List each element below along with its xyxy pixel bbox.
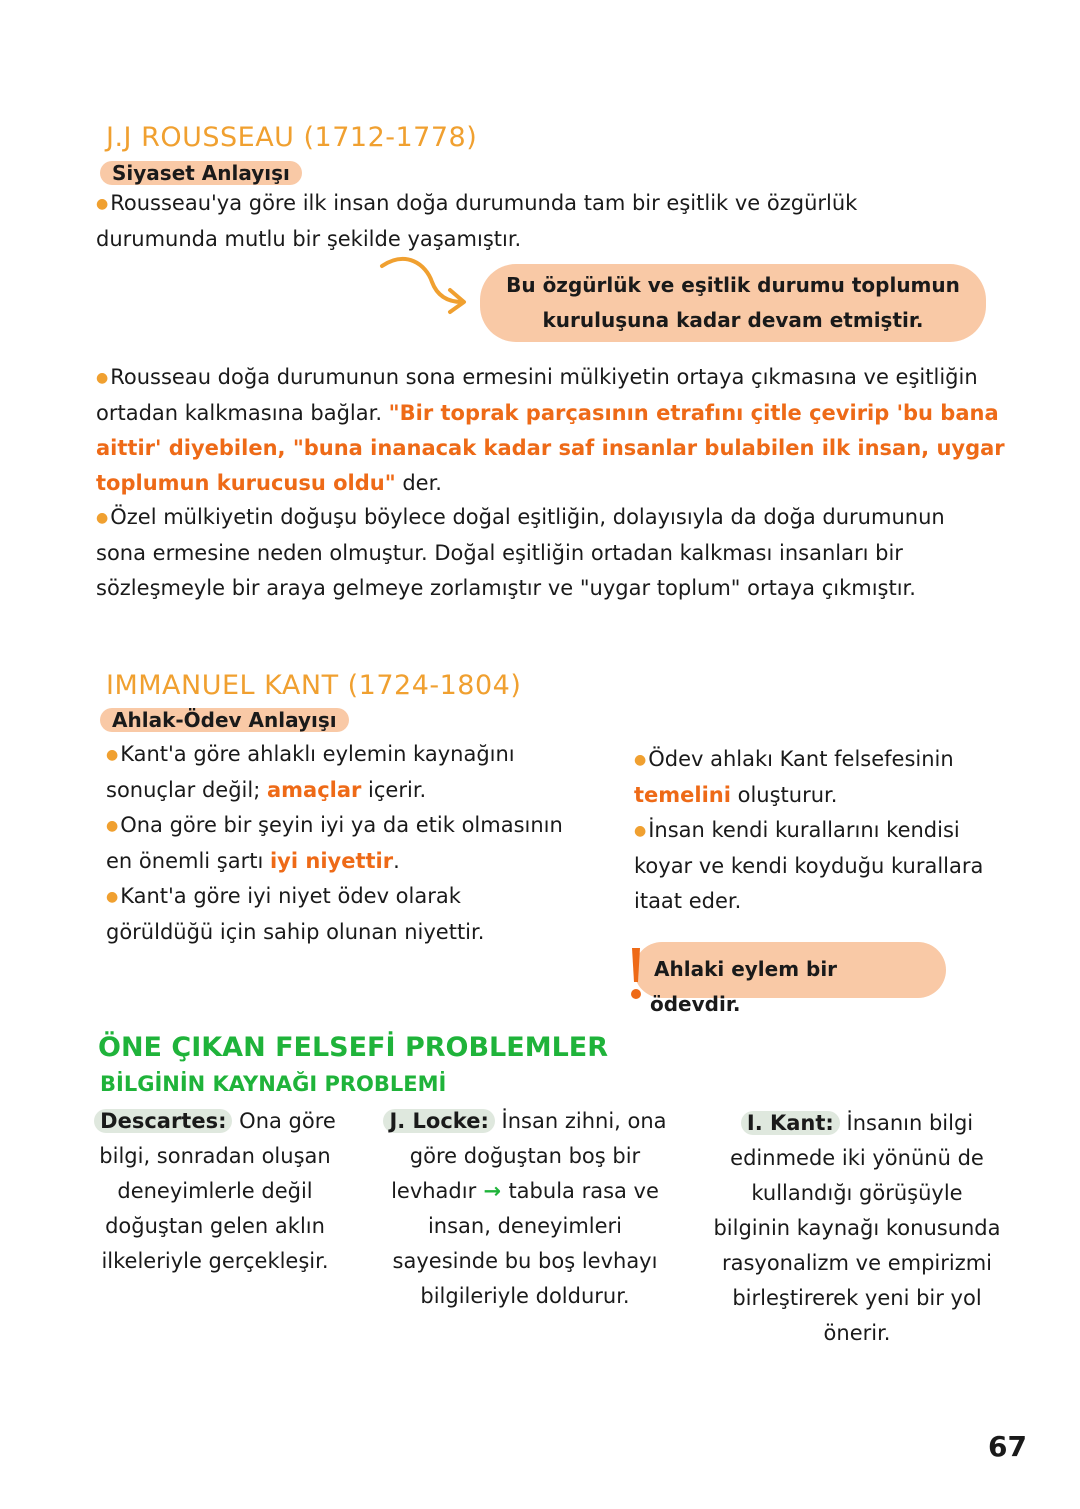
- kant-subtitle-wrap: [100, 708, 349, 732]
- kant-left-column: [106, 737, 566, 950]
- kant-point-5: ●İnsan kendi kurallarını kendisi koyar ve kendi koyduğu kurallara itaat eder.: [634, 818, 984, 913]
- kant-point-2: ●Ona göre bir şeyin iyi ya da etik olmasının en önemli şartı iyi niyettir.: [106, 813, 563, 873]
- kant-point-3: ●Kant'a göre iyi niyet ödev olarak görüldüğü için sahip olunan niyettir.: [106, 884, 485, 944]
- rousseau-subtitle: Siyaset Anlayışı: [100, 161, 302, 185]
- descartes-name: Descartes:: [94, 1109, 232, 1133]
- bullet-icon: ●: [106, 818, 119, 834]
- page-number: 67: [988, 1430, 1027, 1463]
- bullet-icon: ●: [634, 823, 647, 839]
- kant-callout: Ahlaki eylem bir ödevdir.: [634, 942, 946, 998]
- rousseau-title: J.J ROUSSEAU (1712-1778): [106, 122, 478, 153]
- rousseau-paragraph-2: ●Rousseau doğa durumunun sona ermesini mülkiyetin ortaya çıkmasına ve eşitliğin ortadan kalkmasına bağlar. "Bir toprak parçasının etrafını çitle çevirip 'bu bana aittir' diyebilen, "buna inanacak kadar saf insanlar bulabilen ilk insan, uygar toplumun kurucusu oldu" der.: [96, 365, 1005, 495]
- bullet-icon: ●: [96, 510, 109, 526]
- descartes-column: Descartes: Ona göre bilgi, sonradan oluşan deneyimlerle değil doğuştan gelen aklın ilkeleriyle gerçekleşir.: [90, 1104, 340, 1279]
- exclamation-icon: [624, 944, 648, 1002]
- problems-title: ÖNE ÇIKAN FELSEFİ PROBLEMLER: [98, 1032, 609, 1063]
- problems-subtitle: BİLGİNİN KAYNAĞI PROBLEMİ: [100, 1072, 447, 1096]
- locke-name: J. Locke:: [383, 1109, 494, 1133]
- kant-point-1: ●Kant'a göre ahlaklı eylemin kaynağını sonuçlar değil; amaçlar içerir.: [106, 742, 515, 802]
- rousseau-paragraph-1: ●Rousseau'ya göre ilk insan doğa durumunda tam bir eşitlik ve özgürlük durumunda mutlu bir şekilde yaşamıştır.: [96, 191, 858, 251]
- arrow-right-icon: →: [476, 1179, 509, 1203]
- rousseau-paragraph-3: ●Özel mülkiyetin doğuşu böylece doğal eşitliğin, dolayısıyla da doğa durumunun sona ermesine neden olmuştur. Doğal eşitliğin ortadan kalkması insanları bir sözleşmeyle bir araya gelmeye zorlamıştır ve "uygar toplum" ortaya çıkmıştır.: [96, 505, 945, 600]
- kant-point-4: ●Ödev ahlakı Kant felsefesinin temelini oluşturur.: [634, 747, 954, 807]
- bullet-icon: ●: [96, 196, 109, 212]
- kant-right-column: [634, 742, 994, 919]
- rousseau-subtitle-wrap: [100, 161, 302, 185]
- kant-title: IMMANUEL KANT (1724-1804): [106, 670, 522, 701]
- kant-name: I. Kant:: [741, 1111, 840, 1135]
- curved-arrow-icon: [376, 256, 470, 318]
- bullet-icon: ●: [106, 747, 119, 763]
- rousseau-callout: Bu özgürlük ve eşitlik durumu toplumun kuruluşuna kadar devam etmiştir.: [480, 264, 986, 342]
- kant-bilgi-column: I. Kant: İnsanın bilgi edinmede iki yönünü de kullandığı görüşüyle bilginin kaynağı konusunda rasyonalizm ve empirizmi birleştirerek yeni bir yol önerir.: [713, 1111, 1001, 1345]
- bullet-icon: ●: [96, 370, 109, 386]
- bullet-icon: ●: [106, 889, 119, 905]
- kant-subtitle: Ahlak-Ödev Anlayışı: [100, 708, 349, 732]
- bullet-icon: ●: [634, 752, 647, 768]
- locke-column: J. Locke: İnsan zihni, ona göre doğuştan boş bir levhadır → tabula rasa ve insan, deneyimleri sayesinde bu boş levhayı bilgileriyle doldurur.: [380, 1104, 670, 1314]
